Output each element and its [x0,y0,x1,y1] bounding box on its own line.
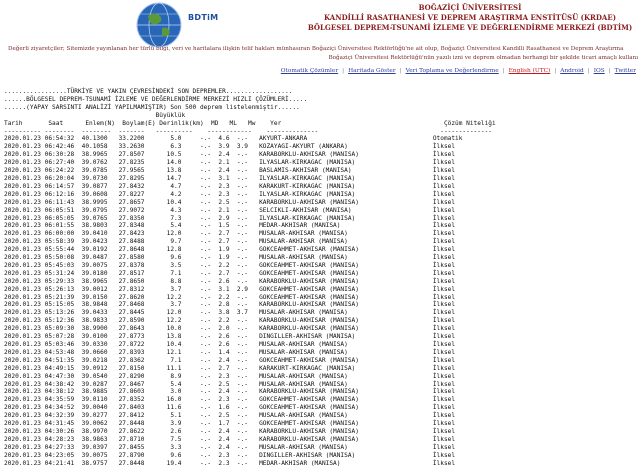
globe-logo-icon [136,2,182,48]
earthquake-row: 2020.01.23 05:21:39 39.0150 27.8620 12.2 -.- 2.2 -.- GOKCEAHMET-AKHISAR (MANISA) İlksel [4,293,456,301]
earthquake-row: 2020.01.23 05:50:08 39.0487 27.8580 9.6 -.- 1.9 -.- MUSALAR-AKHISAR (MANISA) İlksel [4,254,456,262]
nav-link-veri-toplama-ve-de-erlendirme[interactable]: Veri Toplama ve Değerlendirme [405,68,499,74]
university-name: BOĞAZİÇİ ÜNİVERSİTESİ [418,3,522,12]
earthquake-row: 2020.01.23 05:26:13 39.0012 27.8312 3.7 -.- 3.1 2.9 GOKCEAHMET-AKHISAR (MANISA) İlksel [4,285,456,293]
nav-link-android[interactable]: Android [560,68,584,74]
earthquake-row: 2020.01.23 06:00:00 39.0410 27.8423 12.0 -.- 2.7 -.- MUSALAR-AKHISAR (MANISA) İlksel [4,230,456,238]
earthquake-row: 2020.01.23 05:12:36 38.9833 27.8590 12.2 -.- 2.2 -.- KARABORKLU-AKHISAR (MANISA) İlksel [4,317,456,325]
earthquake-row: 2020.01.23 06:54:32 40.1300 33.2200 5.0 -.- 4.6 -.- AKYURT-ANKARA Otomatik [4,135,463,143]
earthquake-row: 2020.01.23 04:27:33 39.0397 27.8455 3.3 -.- 2.4 -.- MUSALAR-AKHISAR (MANISA) İlksel [4,443,456,451]
earthquake-row: 2020.01.23 05:31:24 39.0180 27.8517 7.1 -.- 2.7 -.- GOKCEAHMET-AKHISAR (MANISA) İlksel [4,269,456,277]
link-separator: | [399,68,402,74]
report-title-line: ......(YAPAY SARSINTI ANALİZİ YAPILMAMIŞTIR) Son 500 deprem listelenmiştir...... [4,103,300,111]
earthquake-row: 2020.01.23 06:27:40 39.0762 27.8235 14.0 -.- 2.1 -.- ILYASLAR-KIRKAGAC (MANISA) İlksel [4,159,456,167]
earthquake-row: 2020.01.23 06:12:16 39.0608 27.8227 4.2 -.- 2.3 -.- ILYASLAR-KIRKAGAC (MANISA) İlksel [4,190,456,198]
earthquake-row: 2020.01.23 05:15:05 38.9848 27.8468 3.7 -.- 2.8 -.- KARABORKLU-AKHISAR (MANISA) İlksel [4,301,456,309]
institution-title [300,3,640,33]
earthquake-row: 2020.01.23 05:09:30 38.9900 27.8643 10.0 -.- 2.0 -.- KARABORKLU-AKHISAR (MANISA) İlksel [4,325,456,333]
earthquake-row: 2020.01.23 06:30:28 38.9965 27.8507 10.5 -.- 2.4 -.- KARABORKLU-AKHISAR (MANISA) İlksel [4,151,456,159]
link-separator: | [608,68,611,74]
earthquake-row: 2020.01.23 05:03:46 39.0330 27.8722 10.4 -.- 2.6 -.- MUSALAR-AKHISAR (MANISA) İlksel [4,341,456,348]
copyright-notice [0,45,640,63]
nav-link-ios[interactable]: IOS [593,68,605,74]
column-headers: Tarih Saat Enlem(N) Boylam(E) Derinlik(km) MD ML Mw Yer Çözüm Niteliği [4,119,496,127]
earthquake-row: 2020.01.23 04:53:48 39.0660 27.8393 12.1 -.- 1.4 -.- MUSALAR-AKHISAR (MANISA) İlksel [4,348,456,356]
earthquake-row: 2020.01.23 05:29:33 38.9965 27.8650 8.8 -.- 2.6 -.- KARABORKLU-AKHISAR (MANISA) İlksel [4,277,456,285]
earthquake-row: 2020.01.23 04:28:23 38.9863 27.8710 7.5 -.- 2.4 -.- KARABORKLU-AKHISAR (MANISA) İlksel [4,435,456,443]
earthquake-row: 2020.01.23 06:11:43 38.9995 27.8657 10.4 -.- 2.5 -.- KARABORKLU-AKHISAR (MANISA) İlksel [4,198,456,206]
center-name: BÖLGESEL DEPREM-TSUNAMİ İZLEME VE DEĞERLENDİRME MERKEZİ (BDTİM) [307,23,633,32]
earthquake-row: 2020.01.23 04:34:52 39.0040 27.8403 11.6 -.- 1.6 -.- GOKCEAHMET-AKHISAR (MANISA) İlksel [4,404,456,412]
earthquake-row: 2020.01.23 04:23:05 39.0075 27.8790 9.6 -.- 2.3 -.- DINGILLER-AKHISAR (MANISA) İlksel [4,451,456,459]
earthquake-row: 2020.01.23 04:35:59 39.0110 27.8352 16.0 -.- 2.3 -.- GOKCEAHMET-AKHISAR (MANISA) İlksel [4,396,456,404]
earthquake-row: 2020.01.23 04:30:26 38.9970 27.8622 2.6 -.- 2.4 -.- KARABORKLU-AKHISAR (MANISA) İlksel [4,427,456,435]
link-separator: | [502,68,505,74]
report-title-line: .................TÜRKİYE VE YAKIN ÇEVRESİNDEKİ SON DEPREMLER.................. [4,88,293,95]
nav-link-haritada-g-ster[interactable]: Haritada Göster [348,68,396,74]
earthquake-row: 2020.01.23 04:51:35 39.0218 27.8362 7.1 -.- 2.4 -.- GOKCEAHMET-AKHISAR (MANISA) İlksel [4,356,456,364]
earthquake-row: 2020.01.23 05:55:44 39.0192 27.8648 12.8 -.- 1.9 -.- GOKCEAHMET-AKHISAR (MANISA) İlksel [4,246,456,254]
earthquake-row: 2020.01.23 06:05:51 39.0795 27.9072 4.3 -.- 2.1 -.- SELCIKLI-AKHISAR (MANISA) İlksel [4,206,456,214]
institute-name: KANDİLLİ RASATHANESİ VE DEPREM ARAŞTIRMA ENSTİTÜSÜ (KRDAE) [323,13,617,22]
link-separator: | [342,68,345,74]
magnitude-header: Büyüklük [4,111,186,119]
nav-link-twitter[interactable]: Twitter [614,68,636,74]
earthquake-row: 2020.01.23 05:13:26 39.0433 27.8445 12.0 -.- 3.8 3.7 MUSALAR-AKHISAR (MANISA) İlksel [4,309,456,317]
earthquake-row: 2020.01.23 05:45:03 39.0075 27.8378 3.5 -.- 2.2 -.- GOKCEAHMET-AKHISAR (MANISA) İlksel [4,261,456,269]
earthquake-row: 2020.01.23 04:31:45 39.0062 27.8448 3.9 -.- 1.7 -.- GOKCEAHMET-AKHISAR (MANISA) İlksel [4,420,456,428]
link-separator: | [554,68,557,74]
earthquake-row: 2020.01.23 04:21:41 38.9757 27.8448 19.4 -.- 2.3 -.- MEDAR-AKHISAR (MANISA) İlksel [4,459,456,467]
notice-line-2: Boğaziçi Üniversitesi Rektörlüğü'nün yazılı izni ve deprem olmadan herhangi bir şekilde ticari amaçlı kullanı [328,55,638,61]
earthquake-row: 2020.01.23 04:38:12 38.9885 27.8603 3.0 -.- 2.4 -.- KARABORKLU-AKHISAR (MANISA) İlksel [4,388,456,396]
nav-links [277,68,640,74]
nav-link-english-utc-[interactable]: English (UTC) [508,68,551,74]
report-title-line: ......BÖLGESEL DEPREM-TSUNAMİ İZLEME VE DEĞERLENDİRME MERKEZİ HIZLI ÇÖZÜMLERİ..... [4,95,308,103]
site-header [0,0,640,48]
earthquake-row: 2020.01.23 04:32:39 39.0277 27.8412 5.1 -.- 2.5 -.- MUSALAR-AKHISAR (MANISA) İlksel [4,412,456,420]
header-divider: ---------- -------- -------- ------- ---------- ------------ -------------- -------------- [4,127,493,135]
link-separator: | [587,68,590,74]
notice-line-1: Değerli ziyaretçiler; Sitemizde yayınlanan her türlü bilgi, veri ve haritalara ilişkin telif hakları münhasıran Boğaziçi Üniversitesi Rektörlüğü'ne ait olup, Boğaziçi Üniversitesi Kandilli Rasathanesi ve Deprem Araştırma [8,46,624,52]
earthquake-row: 2020.01.23 06:01:55 38.9803 27.8348 5.4 -.- 1.5 -.- MEDAR-AKHISAR (MANISA) İlksel [4,222,456,230]
earthquake-row: 2020.01.23 06:24:22 39.0785 27.9565 13.8 -.- 2.4 -.- BASLAMIS-AKHISAR (MANISA) İlksel [4,167,456,175]
bdtim-brand: BDTiM [188,13,219,22]
earthquake-row: 2020.01.23 05:58:39 39.0423 27.8488 9.7 -.- 2.7 -.- MUSALAR-AKHISAR (MANISA) İlksel [4,238,456,246]
earthquake-row: 2020.01.23 06:42:46 40.1058 33.2630 6.3 -.- 3.9 3.9 KOZAYAGI-AKYURT (ANKARA) İlksel [4,143,456,151]
earthquake-report [4,88,496,468]
nav-link-otomatik-z-mler[interactable]: Otomatik Çözümler [280,68,339,74]
earthquake-row: 2020.01.23 04:38:42 39.0287 27.8467 5.4 -.- 2.5 -.- MUSALAR-AKHISAR (MANISA) İlksel [4,380,456,388]
earthquake-row: 2020.01.23 05:07:28 39.0100 27.8773 13.8 -.- 2.6 -.- DINGILLER-AKHISAR (MANISA) İlksel [4,333,456,341]
earthquake-row: 2020.01.23 06:20:04 39.0730 27.8295 14.7 -.- 3.1 -.- ILYASLAR-KIRKAGAC (MANISA) İlksel [4,174,456,182]
earthquake-row: 2020.01.23 06:14:57 39.0877 27.8432 4.7 -.- 2.3 -.- KARAKURT-KIRKAGAC (MANISA) İlksel [4,182,456,190]
earthquake-row: 2020.01.23 06:05:05 39.0765 27.8350 7.3 -.- 2.9 -.- ILYASLAR-KIRKAGAC (MANISA) İlksel [4,214,456,222]
earthquake-row: 2020.01.23 04:47:30 39.0540 27.8290 8.9 -.- 2.3 -.- MUSALAR-AKHISAR (MANISA) İlksel [4,372,456,380]
earthquake-row: 2020.01.23 04:49:15 39.0912 27.8150 11.1 -.- 2.7 -.- KARAKURT-KIRKAGAC (MANISA) İlksel [4,364,456,372]
